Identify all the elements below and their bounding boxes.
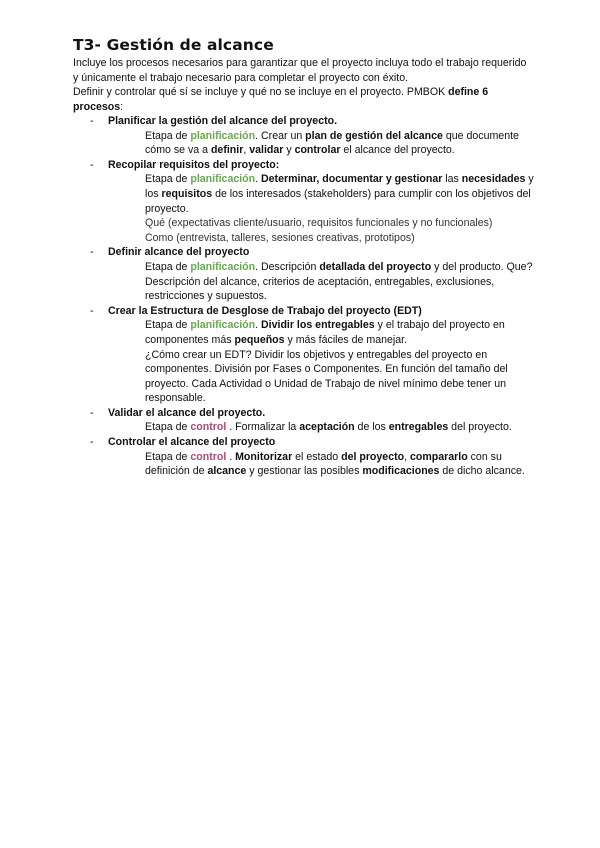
text-run: de dicho alcance. <box>439 465 525 478</box>
text-run: y gestionar las posibles <box>246 465 363 478</box>
process-title: Definir alcance del proyecto <box>108 246 250 259</box>
process-note-what: Qué (expectativas cliente/usuario, requisitos funcionales y no funcionales) <box>145 217 493 230</box>
process-item <box>73 158 543 246</box>
process-title: Planificar la gestión del alcance del proyecto. <box>108 115 338 127</box>
text-run: . <box>255 173 262 186</box>
process-description <box>145 172 543 216</box>
bullet-dash: - <box>90 158 94 171</box>
text-run: que documente cómo se va a <box>145 129 519 157</box>
bold-text: controlar <box>294 144 341 157</box>
process-description <box>145 129 543 158</box>
bold-text: validar <box>249 144 284 157</box>
bullet-dash: - <box>90 304 94 317</box>
text-run: Etapa de <box>145 260 191 273</box>
bullet-dash: - <box>90 436 94 449</box>
text-run: . Crear un <box>255 129 306 142</box>
text-run: , <box>404 450 410 463</box>
bold-text: Determinar, documentar y gestionar <box>261 173 443 186</box>
process-title: Crear la Estructura de Desglose de Trabajo del proyecto (EDT) <box>108 304 422 317</box>
process-description <box>145 260 543 304</box>
process-description <box>145 420 543 435</box>
process-body <box>108 318 543 406</box>
process-body <box>108 450 543 479</box>
stage-control-label: control <box>190 450 227 463</box>
text-run: las <box>442 173 462 186</box>
process-item <box>73 435 543 479</box>
text-run: y del producto. Que? Descripción del alcance, criterios de aceptación, entregables, exclusiones, restricciones y supuestos. <box>145 260 533 303</box>
text-run: y los <box>145 173 534 200</box>
bold-text: definir <box>210 144 244 157</box>
text-run: Etapa de <box>145 421 191 434</box>
bullet-dash: - <box>90 246 94 259</box>
bold-text: aceptación <box>299 421 355 434</box>
process-description <box>145 318 543 347</box>
text-run: . Formalizar la <box>226 421 300 434</box>
bullet-dash: - <box>90 115 94 127</box>
stage-planning-label: planificación <box>190 173 256 186</box>
process-list <box>73 114 543 479</box>
stage-control-label: control <box>190 421 227 434</box>
text-run: Etapa de <box>145 319 191 332</box>
bold-text: entregables <box>388 421 449 434</box>
process-title: Validar el alcance del proyecto. <box>108 406 266 419</box>
text-run: , <box>243 144 250 157</box>
bold-text: requisitos <box>161 187 213 200</box>
process-title: Controlar el alcance del proyecto <box>108 436 276 449</box>
process-body <box>108 129 543 158</box>
intro-paragraph <box>73 56 533 114</box>
process-item <box>73 406 543 435</box>
stage-planning-label: planificación <box>190 129 256 142</box>
process-item <box>73 114 543 158</box>
text-run: con su definición de <box>145 450 502 478</box>
bullet-dash: - <box>90 406 94 419</box>
process-note-how: Como (entrevista, talleres, sesiones creativas, prototipos) <box>145 231 415 244</box>
text-run: y más fáciles de manejar. <box>284 333 408 346</box>
bold-text: pequeños <box>234 333 285 346</box>
bold-text: Dividir los entregables <box>261 319 375 332</box>
intro-line-2-bold: define 6 procesos <box>73 86 489 113</box>
text-run: y <box>283 144 295 157</box>
intro-line-2 <box>73 85 533 114</box>
process-body <box>108 420 543 435</box>
text-run: Etapa de <box>145 450 191 463</box>
process-title: Recopilar requisitos del proyecto: <box>108 158 280 171</box>
process-body <box>108 260 543 304</box>
stage-planning-label: planificación <box>190 260 256 273</box>
process-item <box>73 304 543 406</box>
text-run: de los <box>354 421 389 434</box>
text-run: el alcance del proyecto. <box>340 144 455 157</box>
process-description <box>145 450 543 479</box>
intro-line-2-colon: : <box>120 100 124 113</box>
text-run: Etapa de <box>145 129 191 142</box>
intro-line-2-text: Definir y controlar qué sí se incluye y qué no se incluye en el proyecto. PMBOK <box>73 86 449 99</box>
stage-planning-label: planificación <box>190 319 256 332</box>
bold-text: necesidades <box>461 173 526 186</box>
intro-line-1: Incluye los procesos necesarios para garantizar que el proyecto incluya todo el trabajo requerido y únicamente el trabajo necesario para completar el proyecto con éxito. <box>73 57 527 84</box>
bold-text: alcance <box>207 465 247 478</box>
bold-text: plan de gestión del alcance <box>305 129 443 142</box>
process-body <box>108 172 543 245</box>
bold-text: compararlo <box>409 450 468 463</box>
bold-text: detallada del proyecto <box>319 260 432 273</box>
text-run: de los interesados (stakeholders) para cumplir con los objetivos del proyecto. <box>145 187 531 215</box>
text-run: el estado <box>292 450 342 463</box>
process-item <box>73 245 543 303</box>
text-run: . <box>226 450 236 463</box>
process-note-edt: ¿Cómo crear un EDT? Dividir los objetivos y entregables del proyecto en componentes. División por Fases o Componentes. En función del tamaño del proyecto. Cada Actividad o Unidad de Trabajo de nivel mínimo debe tener un responsable. <box>145 348 508 405</box>
text-run: y el trabajo del proyecto en componentes más <box>145 319 505 346</box>
bold-text: Monitorizar <box>235 450 293 463</box>
text-run: . Descripción <box>255 260 320 273</box>
text-run: del proyecto. <box>448 421 512 434</box>
bold-text: modificaciones <box>362 465 440 478</box>
text-run: . <box>255 319 262 332</box>
text-run: Etapa de <box>145 173 191 186</box>
bold-text: del proyecto <box>341 450 405 463</box>
page-title: T3- Gestión de alcance <box>73 36 274 54</box>
